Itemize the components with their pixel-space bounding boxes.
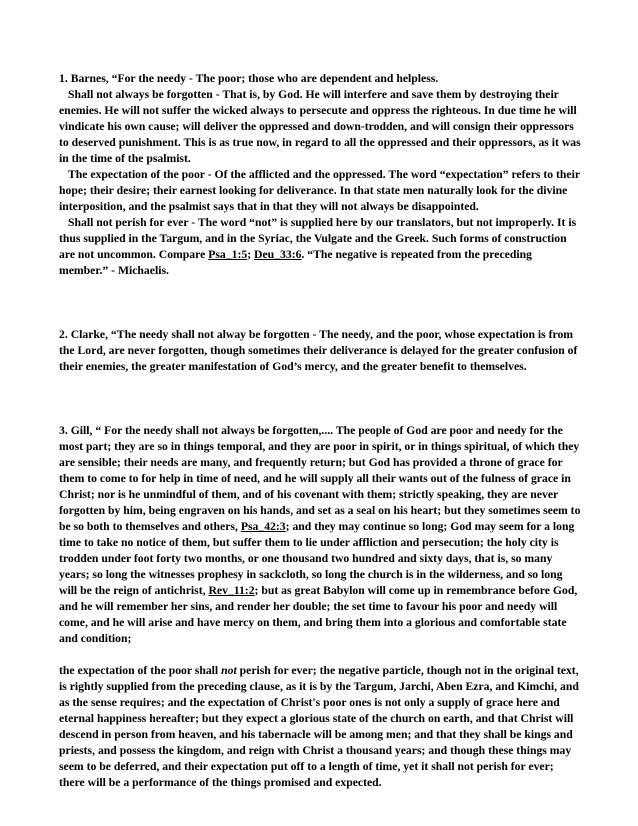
separator-text: ; xyxy=(247,248,255,261)
gill-text-segment: perish for ever; the negative particle, though not in the original text, is rightly supplied from the preceding clause, as it is by the Targum, Jarchi, Aben Ezra, and Kimchi, and as the sense requires; and the expectation of Christ's poor ones is not only a supply of grace here and eternal happiness hereafter; but they expect a glorious state of the church on earth, and that Christ will descend in person from heaven, and his tabernacle will be among men; and that they shall be kings and priests, and possess the kingdom, and reign with Christ a thousand years; and though these things may seem to be deferred, and their expectation put off to a length of time, yet it shall not perish for ever; there will be a performance of the things promised and expected. xyxy=(59,664,579,789)
barnes-text-segment: Shall not perish for ever - The word “not” is supplied here by our translators, but not improperly. It is thus supplied in the Targum, and in the Syriac, the Vulgate and the Greek. Such forms of construction are not uncommon. Compare xyxy=(59,216,577,261)
barnes-text-segment: . “The negative is repeated from the preceding member.” - Michaelis. xyxy=(59,248,532,277)
barnes-paragraph-forgotten: Shall not always be forgotten - That is, by God. He will interfere and save them by destroying their enemies. He will not suffer the wicked always to persecute and oppress the righteous. In due time he will vindicate his own cause; will deliver the oppressed and down-trodden, and will consign their oppressors to deserved punishment. This is as true now, in regard to all the oppressed and their oppressors, as it was in the time of the psalmist. xyxy=(59,88,581,165)
section-gap xyxy=(59,375,582,423)
barnes-paragraph-perish xyxy=(59,215,582,279)
clarke-paragraph: 2. Clarke, “The needy shall not alway be forgotten - The needy, and the poor, whose expectation is from the Lord, are never forgotten, though sometimes their deliverance is delayed for the greater confusion of their enemies, the greater manifestation of God’s mercy, and the greater benefit to themselves. xyxy=(59,328,578,373)
scripture-link-deu-33-6[interactable]: Deu_33:6 xyxy=(254,248,302,261)
barnes-commentary xyxy=(59,71,582,279)
gill-commentary xyxy=(59,423,582,791)
section-gap xyxy=(59,279,582,327)
barnes-paragraph-expectation: The expectation of the poor - Of the afflicted and the oppressed. The word “expectation” refers to their hope; their desire; their earnest looking for deliverance. In that state men naturally look for the divine interposition, and the psalmist says that in that they will not always be disappointed. xyxy=(59,168,580,213)
clarke-commentary xyxy=(59,327,582,375)
gill-paragraph-expectation xyxy=(59,663,582,791)
emphasis-not: not xyxy=(221,664,237,677)
gill-text-segment: ; and they may continue so long; God may seem for a long time to take no notice of them, but suffer them to lie under affliction and persecution; the holy city is trodden under foot forty two months, or one thousand two hundred and sixty days, that is, so many years; so long the witnesses prophesy in sackcloth, so long the church is in the wilderness, and so long will be the reign of antichrist, xyxy=(59,520,575,597)
paragraph-gap xyxy=(59,647,582,663)
gill-paragraph-needy xyxy=(59,423,582,647)
scripture-link-psa-1-5[interactable]: Psa_1:5 xyxy=(208,248,248,261)
gill-text-segment: ; but as great Babylon will come up in remembrance before God, and he will remember her sins, and render her double; the set time to favour his poor and needy will come, and he will arise and have mercy on them, and bring them into a glorious and comfortable state and condition; xyxy=(59,584,578,645)
gill-text-segment: 3. Gill, “ For the needy shall not always be forgotten,.... The people of God are poor and needy for the most part; they are so in things temporal, and they are poor in spirit, or in things spiritual, of which they are sensible; their needs are many, and frequently return; but God has provided a throne of grace for them to come to for help in time of need, and he will supply all their wants out of the fulness of grace in Christ; nor is he unmindful of them, and of his covenant with them; strictly speaking, they are never forgotten by him, being engraven on his hands, and set as a seal on his heart; but they sometimes seem to be so both to themselves and others, xyxy=(59,424,581,533)
scripture-link-rev-11-2[interactable]: Rev_11:2 xyxy=(208,584,255,597)
scripture-link-psa-42-3[interactable]: Psa_42:3 xyxy=(240,520,286,533)
gill-text-segment: the expectation of the poor shall xyxy=(59,664,222,677)
barnes-heading: 1. Barnes, “For the needy - The poor; those who are dependent and helpless. xyxy=(59,72,439,85)
